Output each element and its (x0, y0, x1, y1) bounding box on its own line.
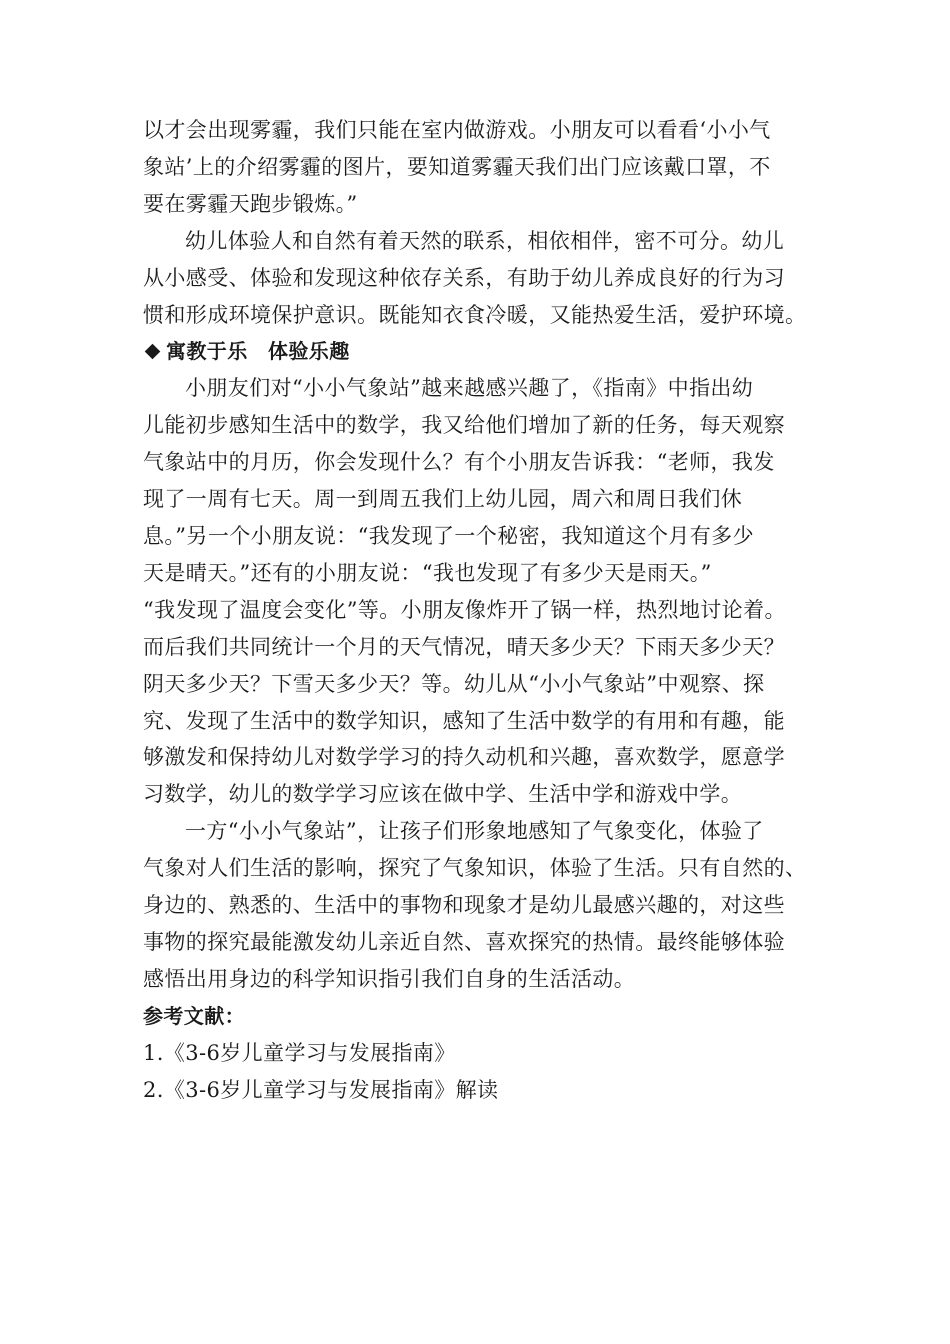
section-heading-text: 寓教于乐 体验乐趣 (166, 339, 350, 364)
text-line: 天是晴天。”还有的小朋友说：“我也发现了有多少天是雨天。” (143, 560, 712, 585)
text-line: 阴天多少天？下雪天多少天？等。幼儿从“小小气象站”中观察、探 (143, 671, 765, 696)
text-line: “我发现了温度会变化”等。小朋友像炸开了锅一样，热烈地讨论着。 (143, 597, 786, 622)
text-line: 气象站中的月历，你会发现什么？有个小朋友告诉我：“老师，我发 (143, 450, 775, 475)
text-line: 象站’上的介绍雾霾的图片，要知道雾霾天我们出门应该戴口罩，不 (143, 154, 771, 179)
text-line: 小朋友们对“小小气象站”越来越感兴趣了，《指南》中指出幼 (185, 376, 754, 401)
text-line: 幼儿体验人和自然有着天然的联系，相依相伴，密不可分。幼儿 (185, 228, 785, 253)
text-line: 究、发现了生活中的数学知识，感知了生活中数学的有用和有趣，能 (143, 708, 785, 733)
text-line: 感悟出用身边的科学知识指引我们自身的生活活动。 (143, 966, 636, 991)
text-line: 身边的、熟悉的、生活中的事物和现象才是幼儿最感兴趣的，对这些 (143, 893, 785, 918)
text-line: 以才会出现雾霾，我们只能在室内做游戏。小朋友可以看看‘小小气 (143, 118, 771, 142)
paragraph (143, 223, 833, 334)
section-heading (143, 333, 833, 370)
text-line: 一方“小小气象站”，让孩子们形象地感知了气象变化，体验了 (185, 819, 764, 844)
paragraph-continuation (143, 112, 833, 223)
diamond-bullet-icon (145, 344, 161, 360)
text-line: 息。”另一个小朋友说：“我发现了一个秘密，我知道这个月有多少 (143, 523, 754, 548)
text-line: 习数学，幼儿的数学学习应该在做中学、生活中学和游戏中学。 (143, 782, 743, 807)
text-line: 而后我们共同统计一个月的天气情况，晴天多少天？下雨天多少天？ (143, 634, 785, 659)
text-line: 够激发和保持幼儿对数学学习的持久动机和兴趣，喜欢数学，愿意学 (143, 745, 785, 770)
text-line: 气象对人们生活的影响，探究了气象知识，体验了生活。只有自然的、 (143, 856, 807, 881)
reference-item: 1.《3-6岁儿童学习与发展指南》 (143, 1040, 456, 1065)
text-line: 事物的探究最能激发幼儿亲近自然、喜欢探究的热情。最终能够体验 (143, 929, 785, 954)
text-line: 现了一周有七天。周一到周五我们上幼儿园，周六和周日我们休 (143, 487, 743, 512)
text-line: 要在雾霾天跑步锻炼。” (143, 191, 358, 216)
reference-item: 2.《3-6岁儿童学习与发展指南》解读 (143, 1077, 499, 1102)
text-line: 儿能初步感知生活中的数学，我又给他们增加了新的任务，每天观察 (143, 413, 785, 438)
references-title: 参考文献： (143, 1003, 245, 1028)
text-line: 惯和形成环境保护意识。既能知衣食冷暖，又能热爱生活，爱护环境。 (143, 302, 807, 327)
paragraph (143, 370, 833, 813)
text-line: 从小感受、体验和发现这种依存关系，有助于幼儿养成良好的行为习 (143, 265, 785, 290)
document-body (143, 112, 833, 1108)
paragraph (143, 813, 833, 998)
